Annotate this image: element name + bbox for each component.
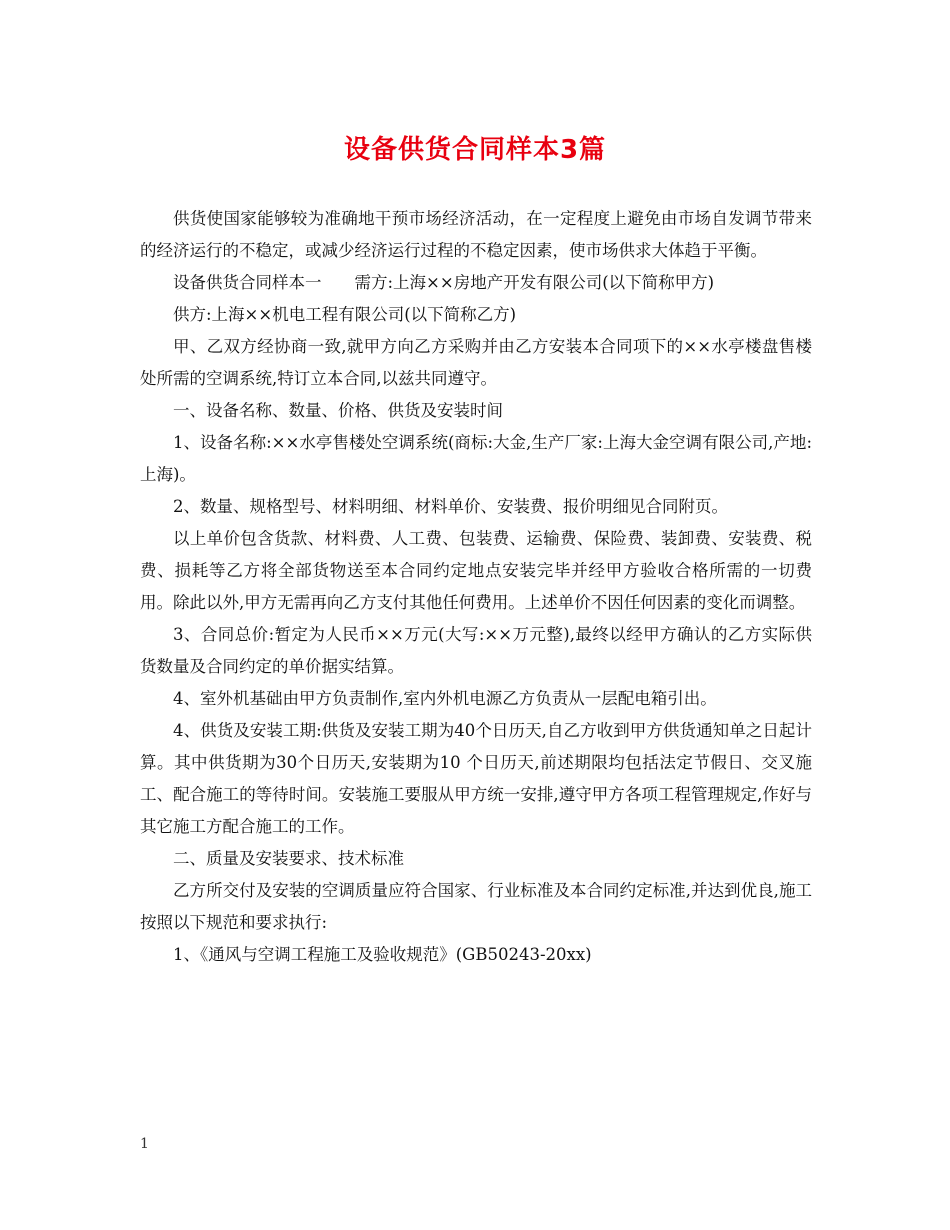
paragraph-buyer: 设备供货合同样本一 需方:上海××房地产开发有限公司(以下简称甲方) xyxy=(173,273,715,292)
paragraph-unit-price: 以上单价包含货款、材料费、人工费、包装费、运输费、保险费、装卸费、安装费、税费、损耗等乙方将全部货物送至本合同约定地点安装完毕并经甲方验收合格所需的一切费用。除此以外,甲方无需再向乙方支付其他任何费用。上述单价不因任何因素的变化而调整。 xyxy=(140,529,812,612)
paragraph-supplier: 供方:上海××机电工程有限公司(以下简称乙方) xyxy=(173,305,517,324)
paragraph-quality: 乙方所交付及安装的空调质量应符合国家、行业标准及本合同约定标准,并达到优良,施工按照以下规范和要求执行: xyxy=(140,881,812,932)
paragraph-agreement: 甲、乙双方经协商一致,就甲方向乙方采购并由乙方安装本合同项下的××水亭楼盘售楼处所需的空调系统,特订立本合同,以兹共同遵守。 xyxy=(140,337,812,388)
paragraph-intro: 供货使国家能够较为准确地干预市场经济活动，在一定程度上避免由市场自发调节带来的经济运行的不稳定，或减少经济运行过程的不稳定因素，使市场供求大体趋于平衡。 xyxy=(140,209,812,260)
document-title: 设备供货合同样本3篇 xyxy=(343,135,607,165)
section-heading-equipment: 一、设备名称、数量、价格、供货及安装时间 xyxy=(173,401,503,420)
page-number: 1 xyxy=(140,1136,149,1152)
paragraph-outdoor-unit: 4、室外机基础由甲方负责制作,室内外机电源乙方负责从一层配电箱引出。 xyxy=(173,689,717,708)
paragraph-quantity: 2、数量、规格型号、材料明细、材料单价、安装费、报价明细见合同附页。 xyxy=(173,497,728,516)
paragraph-schedule: 4、供货及安装工期:供货及安装工期为40个日历天,自乙方收到甲方供货通知单之日起计算。其中供货期为30个日历天,安装期为10 个日历天,前述期限均包括法定节假日、交叉施工、配合施工的等待时间。安装施工要服从甲方统一安排,遵守甲方各项工程管理规定,作好与其它施工方配合施工的工作。 xyxy=(140,721,812,836)
paragraph-equipment-name: 1、设备名称:××水亭售楼处空调系统(商标:大金,生产厂家:上海大金空调有限公司,产地:上海)。 xyxy=(140,433,812,484)
document-body xyxy=(140,203,812,971)
paragraph-standard-1: 1、《通风与空调工程施工及验收规范》(GB50243-20xx) xyxy=(173,945,592,964)
paragraph-total-price: 3、合同总价:暂定为人民币××万元(大写:××万元整),最终以经甲方确认的乙方实际供货数量及合同约定的单价据实结算。 xyxy=(140,625,812,676)
section-heading-quality: 二、质量及安装要求、技术标准 xyxy=(173,849,404,868)
